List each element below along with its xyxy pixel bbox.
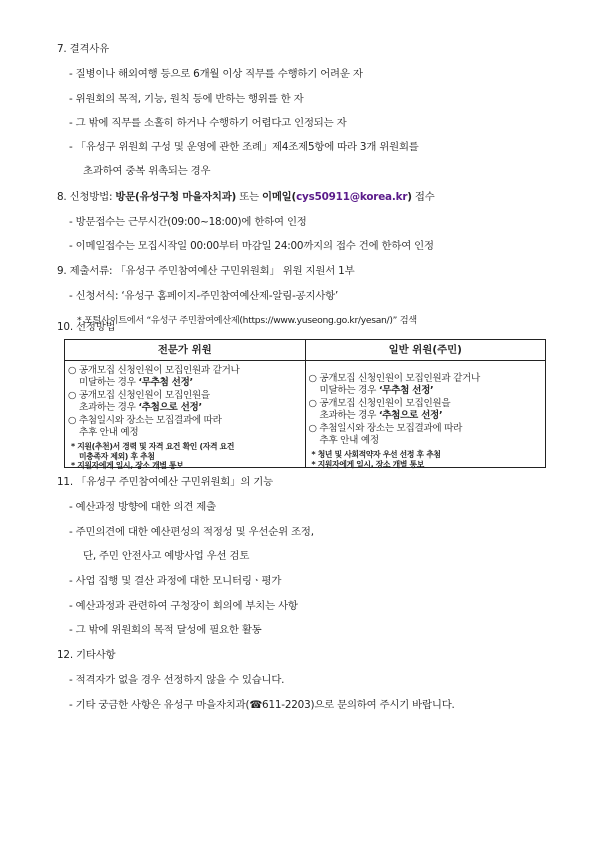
section-11-item: - 예산과정과 관련하여 구청장이 회의에 부치는 사항 <box>69 600 298 612</box>
expert-emphasis: ‘무추첨 선정’ <box>138 377 193 388</box>
section-7-item: - 그 밖에 직무를 소홀히 하거나 수행하기 어렵다고 인정되는 자 <box>69 117 347 129</box>
expert-line: ○ 공개모집 신청인원이 모집인원과 같거나 <box>68 365 240 376</box>
expert-line <box>79 377 193 389</box>
section-12-heading: 12. 기타사항 <box>57 649 116 661</box>
general-line <box>320 410 443 422</box>
section-7-item-continued: 초과하여 중복 위촉되는 경우 <box>83 165 211 177</box>
expert-cell <box>65 361 306 468</box>
general-line: ○ 공개모집 신청인원이 모집인원을 <box>308 398 451 409</box>
expert-text: 미달하는 경우 <box>79 377 139 388</box>
email-address: cys50911@korea.kr <box>296 191 408 203</box>
column-header-expert: 전문가 위원 <box>65 340 306 361</box>
section-7-item: - 「유성구 위원회 구성 및 운영에 관한 조례」제4조제5항에 따라 3개 위원회를 <box>69 141 419 153</box>
section-7-item: - 질병이나 해외여행 등으로 6개월 이상 직무를 수행하기 어려운 자 <box>69 68 363 80</box>
section-11-item: - 주민의견에 대한 예산편성의 적정성 및 우선순위 조정, <box>69 526 314 538</box>
section-11-item: - 사업 집행 및 결산 과정에 대한 모니터링ㆍ평가 <box>69 575 282 587</box>
general-text: 미달하는 경우 <box>319 385 379 396</box>
general-text: 초과하는 경우 <box>319 410 379 421</box>
general-line: ○ 공개모집 신청인원이 모집인원과 같거나 <box>308 373 481 384</box>
expert-text: 초과하는 경우 <box>79 402 139 413</box>
general-emphasis: ‘추첨으로 선정’ <box>378 410 443 421</box>
section-9-item: - 신청서식: ‘유성구 홈페이지-주민참여예산제-알림-공지사항’ <box>69 290 339 302</box>
section-7-heading: 7. 결격사유 <box>57 43 109 55</box>
general-cell <box>305 361 546 468</box>
column-header-general: 일반 위원(주민) <box>305 340 546 361</box>
email-label: 이메일( <box>262 191 297 203</box>
email-close: ) <box>407 191 412 203</box>
general-line <box>320 385 434 397</box>
section-9-note: * 포털사이트에서 “유성구 주민참여예산제(https://www.yuseong.go.kr/yesan/)” 검색 <box>77 315 417 326</box>
expert-line: 추후 안내 예정 <box>79 427 139 438</box>
section-12-item: - 기타 궁금한 사항은 유성구 마을자치과(☎611-2203)으로 문의하여 주시기 바랍니다. <box>69 699 455 711</box>
section-8-item: - 이메일접수는 모집시작일 00:00부터 마감일 24:00까지의 접수 건에 한하여 인정 <box>69 240 434 252</box>
section-7-item: - 위원회의 목적, 기능, 원칙 등에 반하는 행위를 한 자 <box>69 93 304 105</box>
general-note: * 지원자에게 일시, 장소 개별 통보 <box>311 460 425 469</box>
expert-emphasis: ‘추첨으로 선정’ <box>138 402 202 413</box>
general-note: * 청년 및 사회적약자 우선 선정 후 추첨 <box>311 450 441 459</box>
selection-method-table <box>64 339 546 468</box>
expert-line <box>79 402 202 414</box>
expert-note: * 지원자에게 일시, 장소 개별 통보 <box>71 461 184 470</box>
section-9-heading: 9. 제출서류: 「유성구 주민참여예산 구민위원회」 위원 지원서 1부 <box>57 265 355 277</box>
section-11-item-continued: 단, 주민 안전사고 예방사업 우선 검토 <box>83 550 250 562</box>
or-connector: 또는 <box>236 191 262 203</box>
expert-note: * 지원(추천)서 경력 및 자격 요건 확인 (자격 요건 <box>71 442 235 451</box>
expert-line: ○ 추첨일시와 장소는 모집결과에 따라 <box>68 415 222 426</box>
section-10-heading: 10. 선정방법 <box>57 321 116 333</box>
section-12-item: - 적격자가 없을 경우 선정하지 않을 수 있습니다. <box>69 674 285 686</box>
section-8-suffix: 접수 <box>411 191 435 203</box>
section-8-item: - 방문접수는 근무시간(09:00~18:00)에 한하여 인정 <box>69 216 307 228</box>
section-8-heading <box>57 190 435 204</box>
section-11-item: - 그 밖에 위원회의 목적 달성에 필요한 활동 <box>69 624 262 636</box>
section-8-prefix: 8. 신청방법: <box>57 191 116 203</box>
general-emphasis: ‘무추첨 선정’ <box>378 385 434 396</box>
expert-line: ○ 공개모집 신청인원이 모집인원을 <box>68 390 210 401</box>
visit-location: 방문(유성구청 마을자치과) <box>115 191 237 203</box>
section-11-heading: 11. 「유성구 주민참여예산 구민위원회」의 기능 <box>57 476 273 488</box>
expert-note: 미충족자 제외) 후 추첨 <box>79 452 155 461</box>
section-11-item: - 예산과정 방향에 대한 의견 제출 <box>69 501 216 513</box>
general-line: 추후 안내 예정 <box>319 435 379 446</box>
general-line: ○ 추첨일시와 장소는 모집결과에 따라 <box>308 423 463 434</box>
